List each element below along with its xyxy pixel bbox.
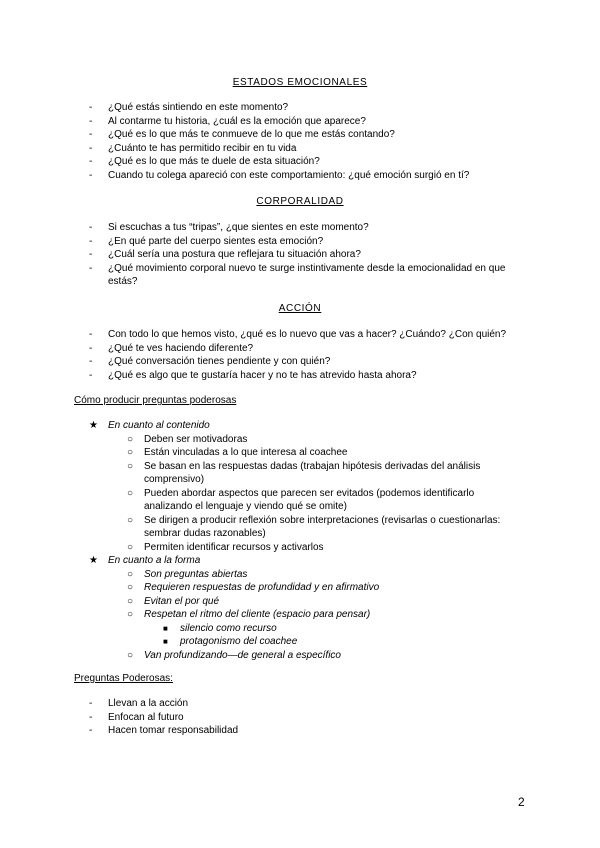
circle-icon: ○ (127, 447, 134, 458)
list-item: ○ Se dirigen a producir reflexión sobre interpretaciones (revisarlas o cuestionarlas: sembrar dudas razonables) (127, 514, 501, 539)
dash-marker: - (89, 711, 93, 723)
powerful-title: Preguntas Poderosas: (74, 673, 173, 684)
list-item: ○ Están vinculadas a lo que interesa al coachee (127, 447, 348, 458)
circle-icon: ○ (127, 595, 134, 607)
list-item: ○ Van profundizando—de general a específico (127, 649, 341, 661)
list-item: - Hacen tomar responsabilidad (89, 725, 239, 736)
dash-marker: - (89, 329, 93, 340)
circle-icon: ○ (127, 487, 134, 499)
dash-marker: - (89, 356, 93, 367)
circle-icon: ○ (127, 433, 134, 445)
list-item: - Enfocan al futuro (89, 711, 184, 723)
circle-icon: ○ (127, 460, 134, 472)
action-list (0, 328, 600, 382)
dash-marker: - (89, 342, 93, 354)
square-icon: ■ (163, 637, 168, 646)
circle-icon: ○ (127, 582, 134, 593)
dash-marker: - (89, 129, 93, 140)
rhythm-sublist (144, 622, 516, 649)
dash-marker: - (89, 235, 93, 247)
list-item: ■ protagonismo del coachee (163, 636, 298, 647)
dash-marker: - (89, 369, 93, 381)
star-icon: ★ (89, 555, 98, 566)
dash-marker: - (89, 262, 93, 274)
form-label: En cuanto a la forma (108, 555, 201, 566)
list-item: - ¿Cuánto te has permitido recibir en tu vida (89, 142, 297, 154)
list-item: ○ Permiten identificar recursos y activarlos (127, 541, 324, 553)
list-item (0, 554, 600, 662)
star-icon: ★ (89, 420, 98, 431)
list-item: - Con todo lo que hemos visto, ¿qué es lo nuevo que vas a hacer? ¿Cuándo? ¿Con quién? (89, 329, 507, 340)
list-item: ○ Se basan en las respuestas dadas (trabajan hipótesis derivadas del análisis comprensivo) (127, 460, 481, 485)
list-item: - ¿Qué es lo que más te duele de esta situación? (89, 156, 320, 167)
list-item: ■ silencio como recurso (163, 622, 277, 634)
circle-icon: ○ (127, 568, 134, 580)
section-title-emotional: ESTADOS EMOCIONALES (232, 77, 368, 88)
circle-icon: ○ (127, 649, 134, 661)
list-item: - Llevan a la acción (89, 698, 189, 709)
list-item: - ¿Qué es lo que más te conmueve de lo que me estás contando? (89, 129, 395, 140)
dash-marker: - (89, 115, 93, 127)
list-item: ○ Son preguntas abiertas (127, 568, 248, 580)
list-item: - Cuando tu colega apareció con este comportamiento: ¿qué emoción surgió en tí? (89, 169, 470, 181)
dash-marker: - (89, 102, 93, 113)
list-item: - ¿En qué parte del cuerpo sientes esta emoción? (89, 235, 324, 247)
list-item: - ¿Qué es algo que te gustaría hacer y no te has atrevido hasta ahora? (89, 369, 417, 381)
list-item: - Si escuchas a tus “tripas”, ¿que sientes en este momento? (89, 222, 369, 233)
circle-icon: ○ (127, 609, 134, 620)
powerful-list (0, 697, 600, 738)
list-item: - ¿Qué movimiento corporal nuevo te surge instintivamente desde la emocionalidad en que estás? (89, 262, 506, 287)
square-icon: ■ (163, 623, 168, 633)
content-sublist (108, 433, 600, 555)
list-item: - ¿Qué te ves haciendo diferente? (89, 342, 254, 354)
section-title-action: ACCIÓN (278, 303, 322, 314)
dash-marker: - (89, 169, 93, 181)
dash-marker: - (89, 156, 93, 167)
page-number: 2 (518, 795, 525, 809)
list-item: - ¿Qué conversación tienes pendiente y con quién? (89, 356, 331, 367)
list-item: ○ Requieren respuestas de profundidad y en afirmativo (127, 582, 380, 593)
list-item: - ¿Cuál sería una postura que reflejara tu situación ahora? (89, 249, 361, 260)
how-to-title: Cómo producir preguntas poderosas (74, 395, 237, 406)
list-item: - ¿Qué estás sintiendo en este momento? (89, 102, 289, 113)
list-item: ○ Deben ser motivadoras (127, 433, 248, 445)
list-item: ○ Respetan el ritmo del cliente (espacio para pensar) ■ silencio como recurso ■ protagonismo del coachee (108, 608, 516, 649)
section-title-bodily: CORPORALIDAD (256, 196, 344, 207)
list-item: ○ Evitan el por qué (127, 595, 220, 607)
form-sublist (108, 568, 600, 663)
list-item: - Al contarme tu historia, ¿cuál es la emoción que aparece? (89, 115, 366, 127)
dash-marker: - (89, 142, 93, 154)
dash-marker: - (89, 725, 93, 736)
dash-marker: - (89, 222, 93, 233)
bodily-list (0, 221, 600, 289)
emotional-list (0, 101, 600, 182)
dash-marker: - (89, 698, 93, 709)
list-item: ○ Pueden abordar aspectos que parecen ser evitados (podemos identificarlo analizando el lenguaje y viendo qué se omite) (127, 487, 475, 512)
how-to-list (0, 419, 600, 662)
dash-marker: - (89, 249, 93, 260)
circle-icon: ○ (127, 541, 134, 553)
list-item (0, 419, 600, 554)
circle-icon: ○ (127, 514, 134, 526)
content-label: En cuanto al contenido (108, 420, 210, 431)
